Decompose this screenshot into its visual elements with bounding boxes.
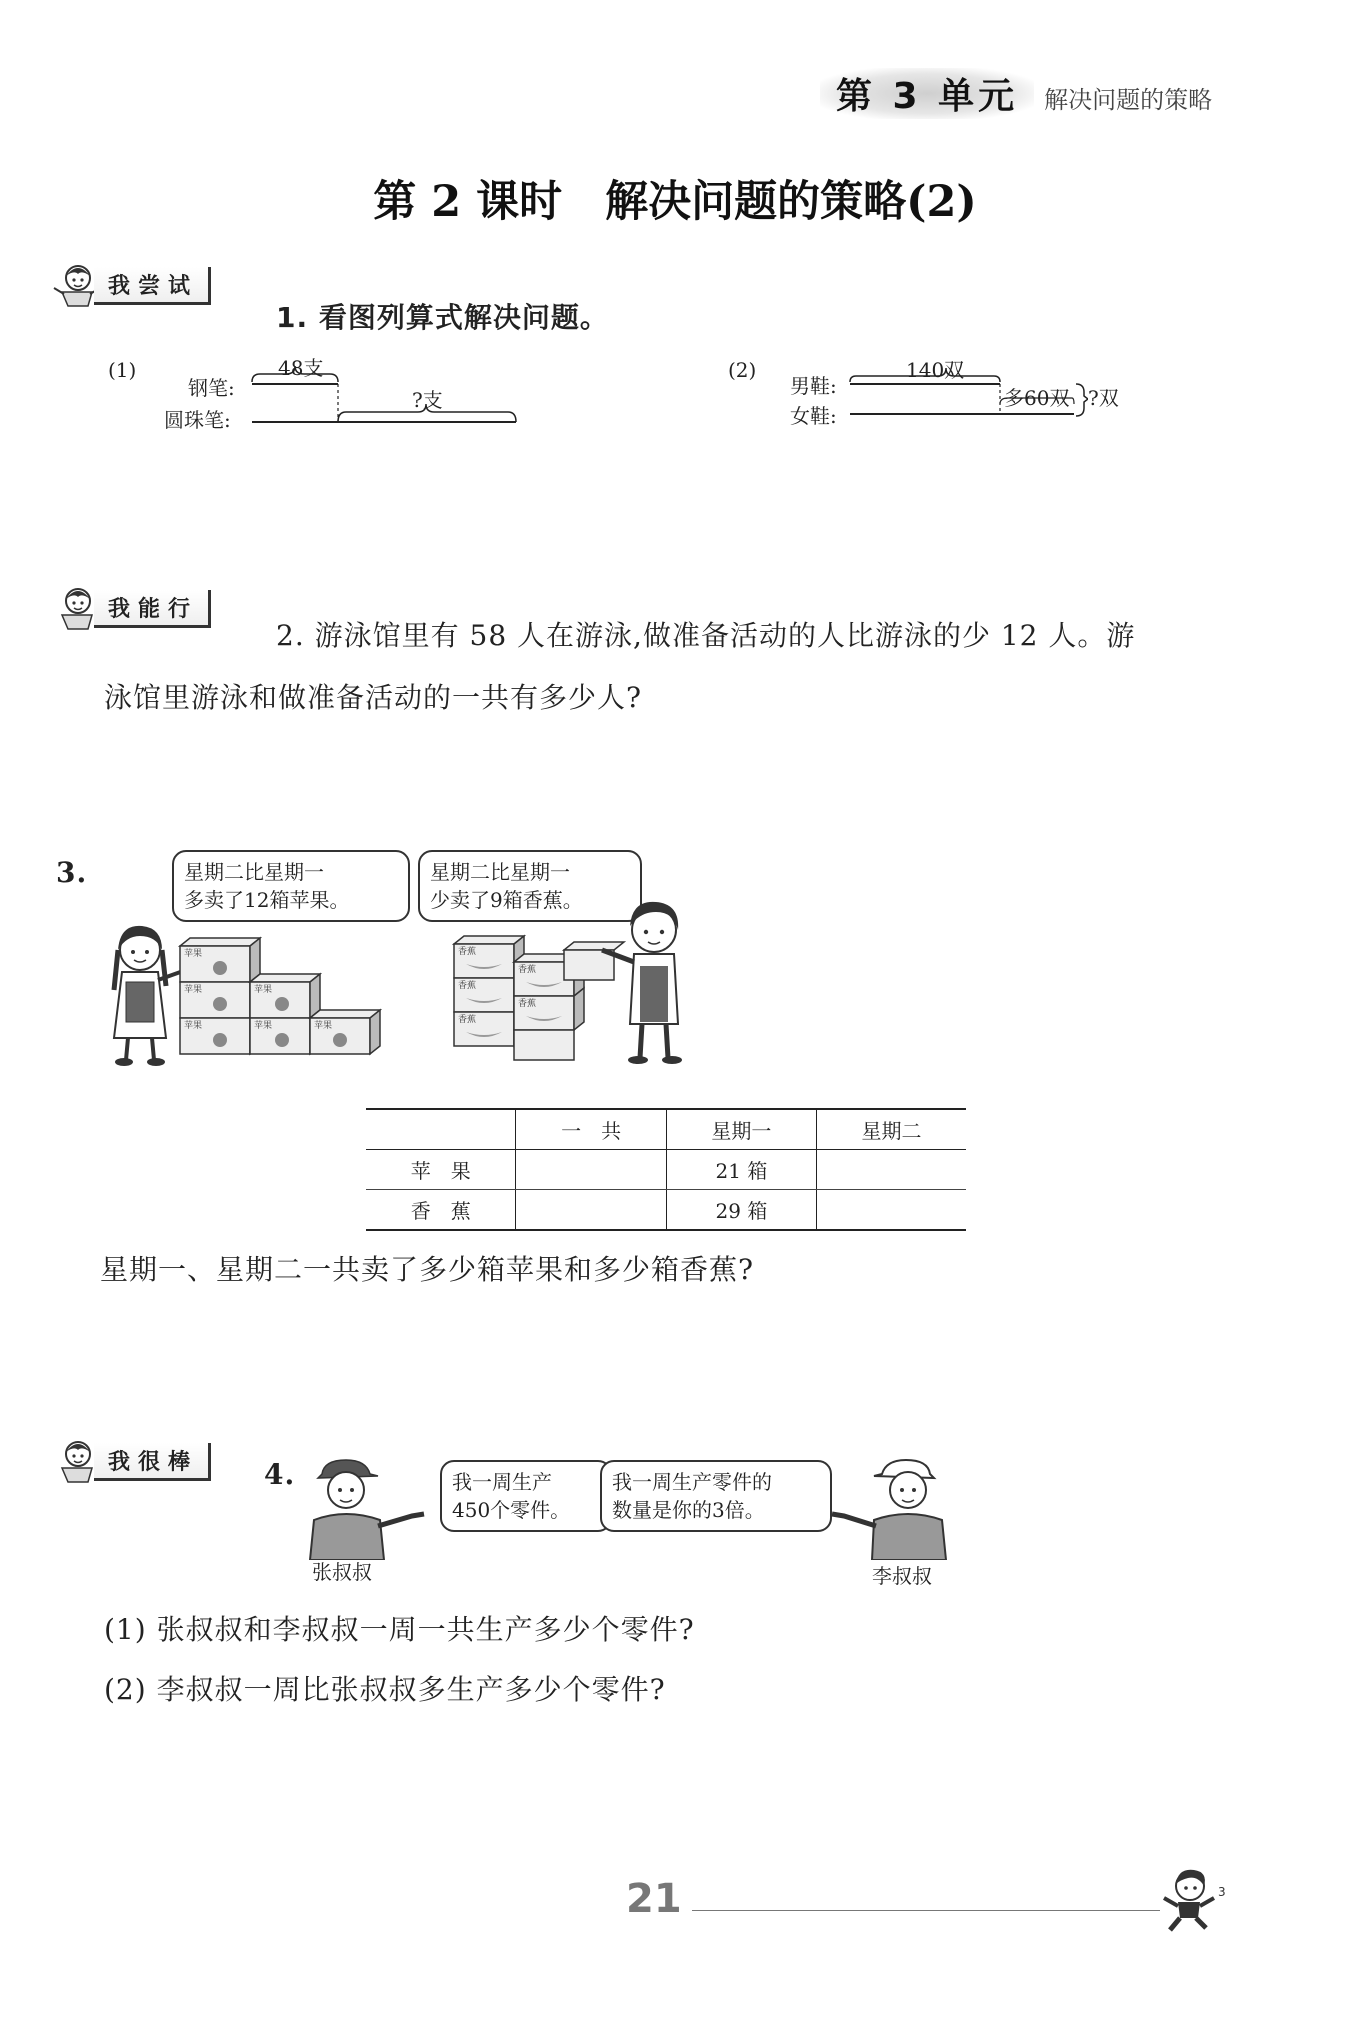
q1-part2-label-women: 女鞋: bbox=[790, 404, 837, 428]
unit-title: 解决问题的策略 bbox=[1044, 86, 1213, 114]
table-cell bbox=[816, 1150, 966, 1190]
sales-table bbox=[366, 1108, 966, 1231]
svg-text:香蕉: 香蕉 bbox=[458, 1015, 477, 1025]
q1-part2-label-men: 男鞋: bbox=[790, 374, 837, 398]
q1-part1-label-ballpens: 圆珠笔: bbox=[164, 408, 231, 432]
svg-text:香蕉: 香蕉 bbox=[518, 965, 537, 975]
unit-header bbox=[820, 68, 1212, 119]
bubble-line: 多卖了12箱苹果。 bbox=[184, 888, 350, 912]
unit-badge: 第 3 单元 bbox=[820, 68, 1034, 119]
q3-question: 星期一、星期二一共卖了多少箱苹果和多少箱香蕉? bbox=[100, 1253, 755, 1286]
svg-text:苹果: 苹果 bbox=[184, 949, 203, 959]
page-number: 21 bbox=[626, 1876, 682, 1922]
name-zhang: 张叔叔 bbox=[312, 1560, 372, 1584]
svg-text:苹果: 苹果 bbox=[314, 1021, 333, 1031]
table-cell bbox=[516, 1190, 666, 1231]
q3-number: 3. bbox=[56, 856, 88, 889]
section-badge-can bbox=[52, 585, 211, 633]
bubble-line: 星期二比星期一 bbox=[430, 860, 570, 884]
boy-with-banana-boxes-illustration bbox=[452, 890, 702, 1070]
q1-part1-seg-a: 48支 bbox=[278, 356, 324, 380]
q2-line1: 2. 游泳馆里有 58 人在游泳,做准备活动的人比游泳的少 12 人。游 bbox=[276, 619, 1136, 652]
girl-with-apple-boxes-illustration bbox=[100, 920, 390, 1070]
table-row bbox=[366, 1150, 966, 1190]
q4-number: 4. bbox=[264, 1458, 296, 1491]
boy-figure bbox=[602, 902, 682, 1064]
table-header-row bbox=[366, 1109, 966, 1150]
q1-part2-total: ?双 bbox=[1088, 386, 1119, 410]
name-li: 李叔叔 bbox=[872, 1564, 932, 1588]
q1-part1-line-diagram bbox=[250, 364, 520, 428]
section-badge-try bbox=[52, 262, 211, 310]
table-cell bbox=[516, 1150, 666, 1190]
svg-text:3: 3 bbox=[1218, 1885, 1226, 1899]
speech-bubble-li bbox=[600, 1460, 832, 1532]
table-cell: 29 箱 bbox=[666, 1190, 816, 1231]
svg-text:苹果: 苹果 bbox=[184, 985, 203, 995]
table-row bbox=[366, 1190, 966, 1231]
table-header-cell: 星期二 bbox=[816, 1109, 966, 1150]
svg-text:香蕉: 香蕉 bbox=[518, 999, 537, 1009]
svg-text:香蕉: 香蕉 bbox=[458, 981, 477, 991]
table-cell: 21 箱 bbox=[666, 1150, 816, 1190]
q4-sub2: (2) 李叔叔一周比张叔叔多生产多少个零件? bbox=[104, 1673, 666, 1706]
q1-part1-number: (1) bbox=[108, 358, 137, 382]
q1-prompt: 1. 看图列算式解决问题。 bbox=[276, 301, 609, 334]
svg-text:苹果: 苹果 bbox=[254, 985, 273, 995]
section-label: 我能行 bbox=[94, 590, 211, 628]
q1-part1-label-pens: 钢笔: bbox=[188, 376, 235, 400]
q1-part2-line-diagram bbox=[848, 364, 1088, 426]
q1-part2-number: (2) bbox=[728, 358, 757, 382]
worker-zhang-illustration bbox=[300, 1456, 430, 1560]
table-header-cell: 星期一 bbox=[666, 1109, 816, 1150]
q4-sub1: (1) 张叔叔和李叔叔一周一共生产多少个零件? bbox=[104, 1613, 695, 1646]
bubble-line: 少卖了9箱香蕉。 bbox=[430, 888, 583, 912]
speech-bubble-zhang bbox=[440, 1460, 612, 1532]
speech-bubble-girl bbox=[172, 850, 410, 922]
lesson-title: 第 2 课时 解决问题的策略(2) bbox=[373, 177, 977, 227]
bubble-line: 450个零件。 bbox=[452, 1498, 571, 1522]
table-cell: 苹 果 bbox=[366, 1150, 516, 1190]
girl-figure bbox=[114, 926, 186, 1066]
bubble-line: 数量是你的3倍。 bbox=[612, 1498, 765, 1522]
q2-line2: 泳馆里游泳和做准备活动的一共有多少人? bbox=[104, 681, 643, 714]
svg-text:苹果: 苹果 bbox=[254, 1021, 273, 1031]
section-label: 我尝试 bbox=[94, 267, 211, 305]
bubble-line: 星期二比星期一 bbox=[184, 860, 324, 884]
section-label: 我很棒 bbox=[94, 1443, 211, 1481]
table-header-cell: 一 共 bbox=[516, 1109, 666, 1150]
q1-part2-seg-b: 多60双 bbox=[1004, 386, 1070, 410]
section-badge-great bbox=[52, 1438, 211, 1486]
worker-li-illustration bbox=[826, 1456, 956, 1560]
table-header-cell bbox=[366, 1109, 516, 1150]
bubble-line: 我一周生产零件的 bbox=[612, 1470, 772, 1494]
svg-text:香蕉: 香蕉 bbox=[458, 947, 477, 957]
table-cell bbox=[816, 1190, 966, 1231]
q1-part1-seg-b: ?支 bbox=[412, 388, 443, 412]
svg-text:苹果: 苹果 bbox=[184, 1021, 203, 1031]
footer-rule bbox=[692, 1910, 1160, 1911]
q1-part2-seg-a: 140双 bbox=[906, 358, 965, 382]
running-mascot-icon bbox=[1160, 1868, 1230, 1936]
bubble-line: 我一周生产 bbox=[452, 1470, 552, 1494]
table-cell: 香 蕉 bbox=[366, 1190, 516, 1231]
